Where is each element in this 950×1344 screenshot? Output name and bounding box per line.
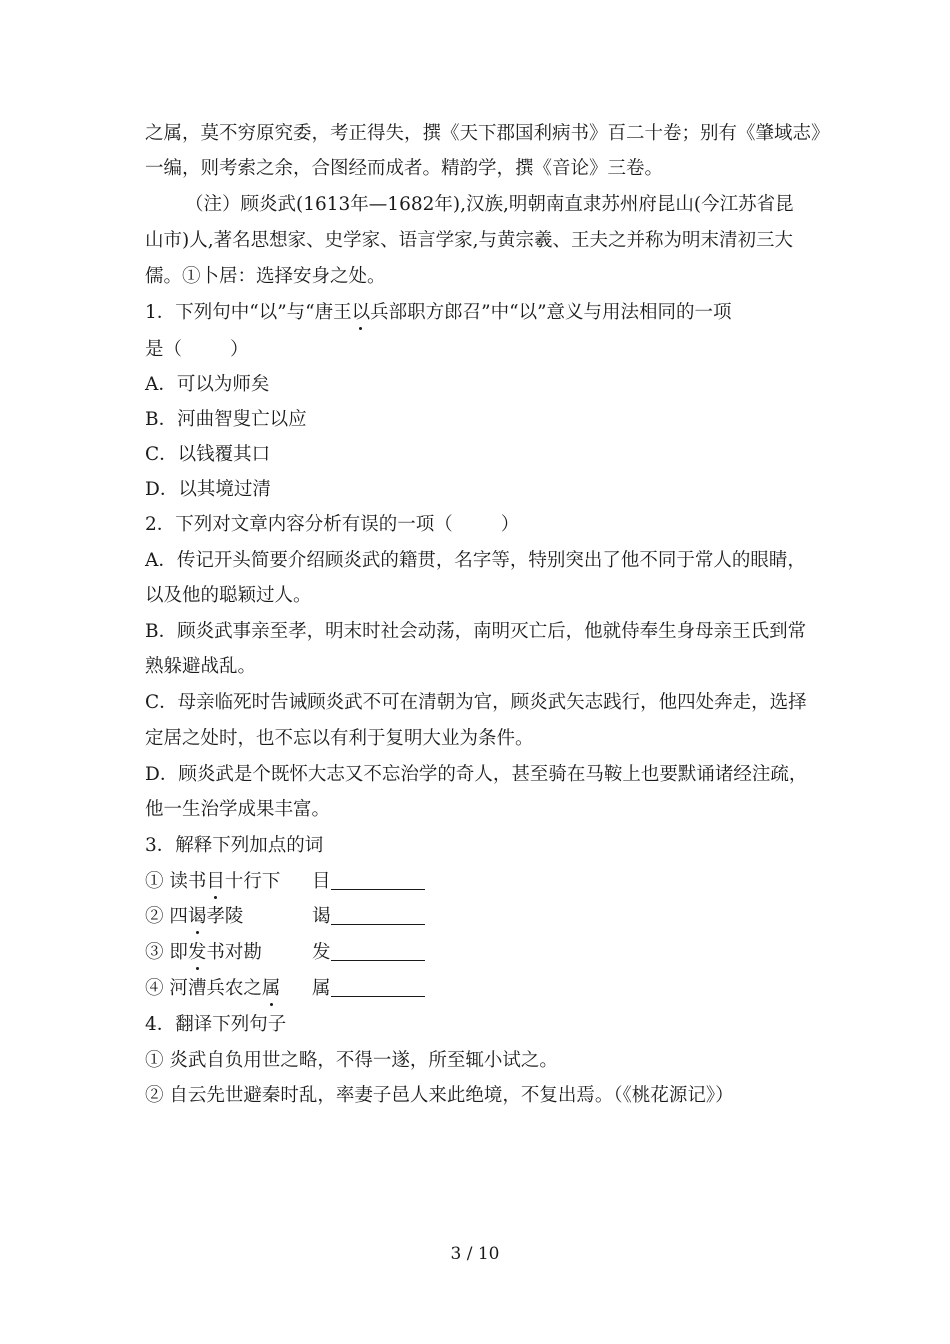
vocab-item <box>145 905 243 929</box>
vocab-item <box>145 870 280 894</box>
q2-option-line: B．顾炎武事亲至孝，明末时社会动荡，南明灭亡后，他就侍奉生身母亲王氏到常 <box>145 621 807 642</box>
answer-blank[interactable] <box>331 978 425 997</box>
q2-option-line: 他一生治学成果丰富。 <box>145 799 331 820</box>
vocab-answer <box>312 941 425 965</box>
vocab-answer <box>312 905 425 929</box>
answer-blank[interactable] <box>331 871 425 890</box>
question-2-stem <box>145 513 519 537</box>
translation-item: ② 自云先世避秦时乱，率妻子邑人来此绝境，不复出焉。（《桃花源记》） <box>145 1085 734 1106</box>
vocab-answer-label: 属 <box>312 978 331 999</box>
q1-stem-line2-post: ） <box>230 339 249 360</box>
q2-option-line: D．顾炎武是个既怀大志又不忘治学的奇人，甚至骑在马鞍上也要默诵诸经注疏， <box>145 764 808 785</box>
q1-option: A．可以为师矣 <box>145 374 270 395</box>
vocab-answer <box>312 870 425 894</box>
translation-item: ① 炎武自负用世之略，不得一遂，所至辄小试之。 <box>145 1050 558 1071</box>
emphasis-dot-char: 属 <box>261 978 281 999</box>
question-3-stem: 3．解释下列加点的词 <box>145 835 324 856</box>
emphasis-dot-char: 以 <box>351 302 371 323</box>
vocab-item <box>145 977 280 1001</box>
q1-option: B．河曲智叟亡以应 <box>145 409 307 430</box>
vocab-answer-label: 谒 <box>312 906 331 927</box>
emphasis-dot-char: 发 <box>187 942 207 963</box>
question-4-stem: 4．翻译下列句子 <box>145 1014 287 1035</box>
vocab-item <box>145 941 262 965</box>
vocab-answer <box>312 977 425 1001</box>
vocab-answer-label: 目 <box>312 871 331 892</box>
q1-stem-pre: 1．下列句中“以”与“唐王 <box>145 302 352 323</box>
vocab-answer-label: 发 <box>312 942 331 963</box>
answer-blank[interactable] <box>331 906 425 925</box>
question-1-stem-line2 <box>145 338 249 362</box>
page-number: 3 / 10 <box>450 1244 500 1264</box>
q2-option-line: C．母亲临死时告诫顾炎武不可在清朝为官，顾炎武矢志践行，他四处奔走，选择 <box>145 692 807 713</box>
vocab-pre: ① 读书 <box>145 871 207 892</box>
q2-option-line: 熟躲避战乱。 <box>145 656 257 677</box>
q2-option-line: 以及他的聪颖过人。 <box>145 585 312 606</box>
q1-stem-line2-pre: 是（ <box>145 339 183 360</box>
question-1-stem <box>145 301 732 325</box>
q1-stem-post: 兵部职方郎召”中“以”意义与用法相同的一项 <box>370 302 732 323</box>
vocab-post: 书对勘 <box>206 942 262 963</box>
q1-option: C．以钱覆其口 <box>145 444 271 465</box>
passage-line: 一编，则考索之余，合图经而成者。精韵学，撰《音论》三卷。 <box>145 158 664 179</box>
answer-blank[interactable] <box>331 942 425 961</box>
emphasis-dot-char: 目 <box>206 871 225 892</box>
note-line: 山市)人,著名思想家、史学家、语言学家,与黄宗羲、王夫之并称为明末清初三大 <box>145 230 793 251</box>
vocab-pre: ④ 河漕兵农之 <box>145 978 262 999</box>
q2-option-line: 定居之处时，也不忘以有利于复明大业为条件。 <box>145 728 534 749</box>
q2-stem-pre: 2．下列对文章内容分析有误的一项（ <box>145 514 453 535</box>
q2-stem-post: ） <box>500 514 520 535</box>
q1-option: D．以其境过清 <box>145 479 271 500</box>
note-line: 儒。①卜居：选择安身之处。 <box>145 266 386 287</box>
vocab-pre: ② 四 <box>145 906 188 927</box>
vocab-pre: ③ 即 <box>145 942 188 963</box>
q2-option-line: A．传记开头简要介绍顾炎武的籍贯，名字等，特别突出了他不同于常人的眼睛， <box>145 550 806 571</box>
emphasis-dot-char: 谒 <box>187 906 207 927</box>
vocab-post: 十行下 <box>224 871 281 892</box>
vocab-post: 孝陵 <box>206 906 244 927</box>
note-line: （注）顾炎武(1613年—1682年),汉族,明朝南直隶苏州府昆山(今江苏省昆 <box>185 194 794 215</box>
passage-line: 之属，莫不穷原究委，考正得失，撰《天下郡国利病书》百二十卷；别有《肇域志》 <box>145 123 830 144</box>
